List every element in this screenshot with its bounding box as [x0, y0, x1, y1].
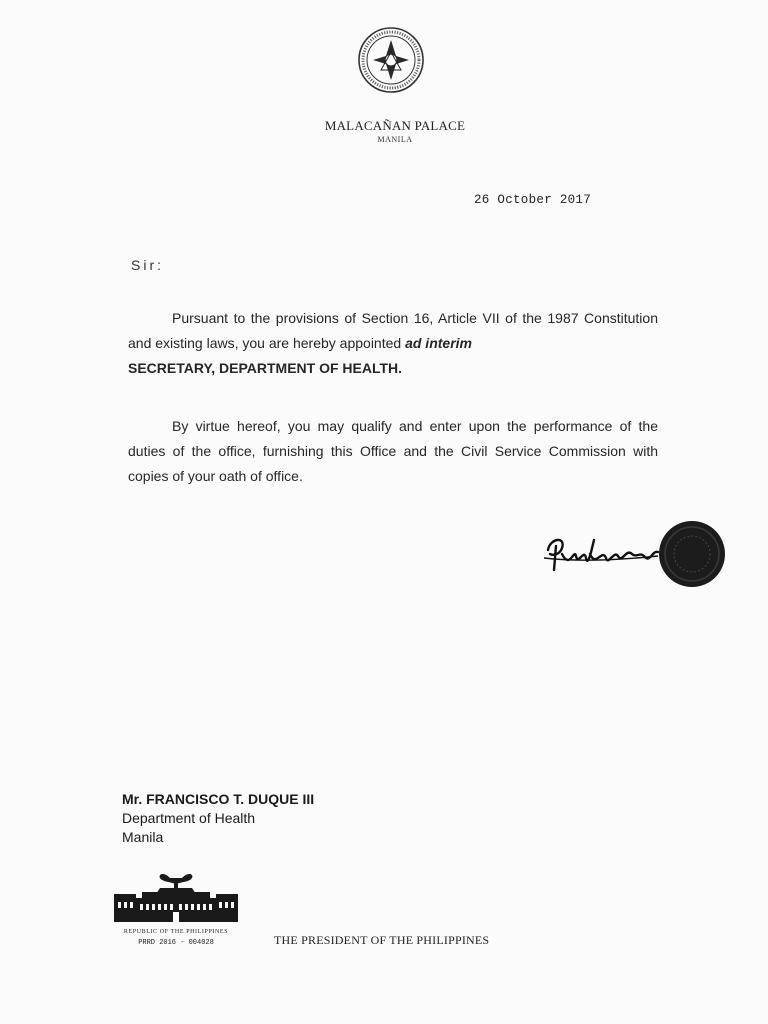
handwritten-signature-icon [540, 518, 730, 594]
addressee-department: Department of Health [122, 810, 256, 826]
letter-date: 26 October 2017 [474, 193, 592, 207]
addressee-city: Manila [122, 829, 164, 845]
signatory-title: THE PRESIDENT OF THE PHILIPPINES [274, 933, 490, 947]
letterhead-subtitle: MANILA [377, 135, 413, 144]
logo-caption: REPUBLIC OF THE PHILIPPINES [123, 929, 229, 935]
addressee-name: Mr. FRANCISCO T. DUQUE III [122, 791, 315, 807]
presidential-seal-icon [357, 26, 425, 94]
reference-number: PRRD 2016 - 004028 [138, 939, 214, 947]
letterhead-title: MALACAÑAN PALACE [324, 118, 466, 133]
addressee-block [122, 790, 314, 847]
salutation: Sir: [131, 257, 164, 273]
position-title: SECRETARY, DEPARTMENT OF HEALTH. [128, 360, 403, 376]
paragraph-duties [128, 414, 658, 489]
malacanang-palace-logo-icon [112, 868, 240, 926]
ad-interim-text: ad interim [405, 335, 472, 351]
paragraph-appointment [128, 306, 658, 381]
paragraph-duties-text: By virtue hereof, you may qualify and enter upon the performance of the duties of the office, furnishing this Office and the Civil Service Commission with copies of your oath of office. [128, 418, 658, 484]
paragraph-appointment-text: Pursuant to the provisions of Section 16, Article VII of the 1987 Constitution and existing laws, you are hereby appointed [128, 310, 658, 351]
